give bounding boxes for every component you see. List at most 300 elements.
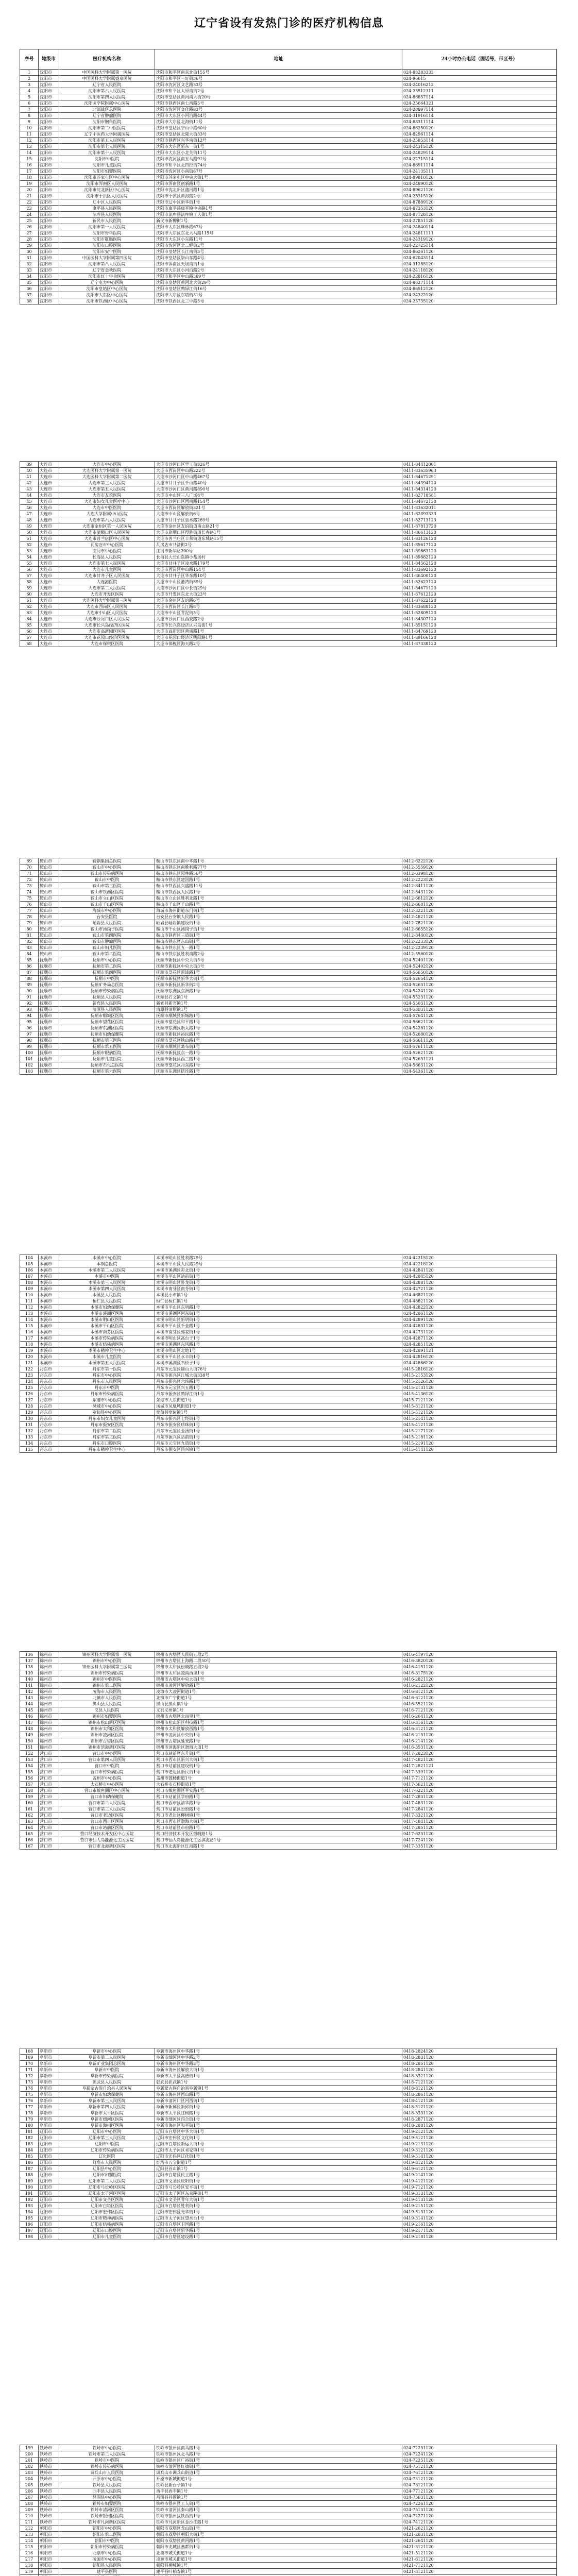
cell-tel: 0419-5141120 xyxy=(402,2154,557,2160)
cell-name: 辽阳市儿童医院 xyxy=(59,2234,155,2240)
cell-tel: 0418-2824120 xyxy=(402,2048,557,2055)
cell-tel: 024-86857114 xyxy=(402,94,557,100)
cell-city: 沈阳市 xyxy=(39,298,59,304)
cell-addr: 营口市站前区市府路1号 xyxy=(155,1825,402,1831)
cell-no: 98 xyxy=(20,1038,39,1044)
cell-city: 锦州市 xyxy=(39,1726,59,1732)
cell-addr: 沈阳市大东区小东路11号 xyxy=(155,236,402,243)
cell-city: 沈阳市 xyxy=(39,107,59,113)
cell-name: 铁岭市清河区医院 xyxy=(59,2507,155,2513)
cell-name: 营口市老边区医院 xyxy=(59,1812,155,1819)
cell-tel: 0418-8121120 xyxy=(402,2086,557,2092)
cell-tel: 024-42891121 xyxy=(402,1348,557,1354)
cell-no: 195 xyxy=(20,2215,39,2222)
cell-name: 营口市北海新区医院 xyxy=(59,1843,155,1850)
table-row xyxy=(20,622,557,629)
cell-addr: 大石桥市石桥街道1号 xyxy=(155,1782,402,1788)
table-row xyxy=(20,2513,557,2519)
cell-name: 鞍山市妇儿医院 xyxy=(59,945,155,951)
cell-no: 70 xyxy=(20,865,39,871)
cell-no: 45 xyxy=(20,499,39,505)
cell-city: 阜新市 xyxy=(39,2079,59,2086)
table-row xyxy=(20,193,557,199)
cell-no: 80 xyxy=(20,926,39,933)
cell-addr: 本溪县小市镇1号 xyxy=(155,1292,402,1298)
cell-city: 阜新市 xyxy=(39,2116,59,2123)
cell-city: 大连市 xyxy=(39,579,59,585)
table-row xyxy=(20,939,557,945)
cell-no: 95 xyxy=(20,1019,39,1025)
cell-name: 营口市仙人岛能源化工区医院 xyxy=(59,1837,155,1843)
cell-tel: 024-42881120 xyxy=(402,1280,557,1286)
cell-addr: 新宾县新宾镇1号 xyxy=(155,1001,402,1007)
cell-name: 北镇市人民医院 xyxy=(59,1695,155,1701)
cell-addr: 锦州市太和区松坡路五段2号 xyxy=(155,1664,402,1670)
cell-no: 197 xyxy=(20,2228,39,2234)
cell-city: 抚顺市 xyxy=(39,1056,59,1062)
table-row xyxy=(20,963,557,970)
table-row xyxy=(20,1062,557,1069)
cell-city: 大连市 xyxy=(39,474,59,480)
cell-city: 阜新市 xyxy=(39,2123,59,2129)
cell-no: 54 xyxy=(20,554,39,561)
cell-tel: 0421-7121120 xyxy=(402,2563,557,2569)
cell-addr: 沈阳市大东区新东一街1号 xyxy=(155,144,402,150)
cell-city: 营口市 xyxy=(39,1757,59,1763)
cell-city: 营口市 xyxy=(39,1831,59,1837)
cell-tel: 0412-6612120 xyxy=(402,895,557,902)
cell-addr: 本溪市明山区卧龙街1号 xyxy=(155,1280,402,1286)
cell-name: 本溪市传染病医院 xyxy=(59,1335,155,1342)
cell-name: 营口市西市区医院 xyxy=(59,1819,155,1825)
cell-addr: 大连市沙河口区学工街826号 xyxy=(155,462,402,468)
cell-name: 丹东市第三医院 xyxy=(59,1434,155,1440)
cell-addr: 凌海市大凌河街道1号 xyxy=(155,1689,402,1695)
cell-addr: 辽阳市宏伟区辽化街1号 xyxy=(155,2154,402,2160)
cell-name: 台安县医院 xyxy=(59,914,155,920)
cell-name: 营口市中心医院 xyxy=(59,1751,155,1757)
cell-name: 抚顺市望花区医院 xyxy=(59,1019,155,1025)
cell-no: 216 xyxy=(20,2550,39,2556)
cell-no: 134 xyxy=(20,1440,39,1447)
cell-addr: 抚顺市新抚区新华街2号 xyxy=(155,982,402,988)
cell-addr: 沈阳市皇姑区黄河北大街29号 xyxy=(155,280,402,286)
cell-addr: 凤城市凤凰城街道1号 xyxy=(155,1403,402,1410)
cell-addr: 大连市中山区港湾街89号 xyxy=(155,579,402,585)
table-row xyxy=(20,1391,557,1397)
cell-no: 76 xyxy=(20,902,39,908)
cell-no: 52 xyxy=(20,542,39,548)
cell-tel: 024-88311114 xyxy=(402,119,557,125)
cell-addr: 铁岭市银州区广裕街1号 xyxy=(155,2458,402,2464)
cell-name: 鞍山市立山区医院 xyxy=(59,895,155,902)
cell-name: 长海县人民医院 xyxy=(59,554,155,561)
cell-city: 沈阳市 xyxy=(39,100,59,107)
cell-addr: 丹东市元宝区金汤街1号 xyxy=(155,1428,402,1434)
cell-tel: 0416-6121120 xyxy=(402,1695,557,1701)
cell-city: 本溪市 xyxy=(39,1311,59,1317)
cell-city: 辽阳市 xyxy=(39,2172,59,2178)
cell-tel: 024-42831120 xyxy=(402,1323,557,1329)
cell-name: 阜新蒙古族自治县人民医院 xyxy=(59,2086,155,2092)
table-row xyxy=(20,1416,557,1422)
cell-name: 大连医科大学附属第三医院 xyxy=(59,598,155,604)
cell-city: 鞍山市 xyxy=(39,945,59,951)
table-row xyxy=(20,1812,557,1819)
table-row xyxy=(20,889,557,895)
cell-city: 大连市 xyxy=(39,511,59,517)
cell-city: 沈阳市 xyxy=(39,187,59,193)
cell-city: 沈阳市 xyxy=(39,261,59,267)
cell-addr: 沈阳市沈河区文艺路33号 xyxy=(155,82,402,88)
cell-name: 大连市金州区第一人民医院 xyxy=(59,523,155,530)
table-page xyxy=(20,1651,556,1850)
cell-city: 沈阳市 xyxy=(39,218,59,224)
cell-addr: 锦州市凌河区中央街1号 xyxy=(155,1732,402,1738)
cell-name: 鞍山市中心医院 xyxy=(59,865,155,871)
table-row xyxy=(20,480,557,486)
table-row xyxy=(20,505,557,511)
cell-city: 锦州市 xyxy=(39,1714,59,1720)
cell-name: 开原市中心医院 xyxy=(59,2476,155,2482)
cell-name: 本溪县人民医院 xyxy=(59,1292,155,1298)
cell-addr: 阜新市太平区高德街1号 xyxy=(155,2073,402,2079)
cell-name: 沈阳市第八人民医院 xyxy=(59,261,155,267)
cell-tel: 0419-4121120 xyxy=(402,2178,557,2184)
cell-addr: 朝阳市双塔区黄河路1号 xyxy=(155,2538,402,2544)
cell-name: 鞍钢集团总医院 xyxy=(59,858,155,865)
cell-name: 大连市保税区医院 xyxy=(59,641,155,647)
cell-name: 朝阳市中心医院 xyxy=(59,2526,155,2532)
cell-name: 丹东市口腔医院 xyxy=(59,1440,155,1447)
cell-name: 北票市中心医院 xyxy=(59,2550,155,2556)
cell-tel: 024-25735120 xyxy=(402,298,557,304)
table-row xyxy=(20,1843,557,1850)
table-row xyxy=(20,1360,557,1366)
cell-name: 本溪市第三人民医院 xyxy=(59,1280,155,1286)
cell-no: 85 xyxy=(20,957,39,963)
cell-name: 阜新市太平区医院 xyxy=(59,2110,155,2116)
cell-addr: 本溪市明山区新明街1号 xyxy=(155,1317,402,1323)
cell-addr: 大连市旅顺口区得胜街道长春路1号 xyxy=(155,530,402,536)
cell-tel: 024-75631120 xyxy=(402,2495,557,2501)
cell-addr: 大连市普兰店区丰荣街道东城路15号 xyxy=(155,536,402,542)
table-row xyxy=(20,517,557,523)
table-row xyxy=(20,561,557,567)
cell-tel: 0411-83635963 xyxy=(402,468,557,474)
table-row xyxy=(20,2055,557,2061)
cell-tel: 024-86250120 xyxy=(402,125,557,131)
cell-addr: 丹东市振安区珍珠街1号 xyxy=(155,1422,402,1428)
table-row xyxy=(20,113,557,119)
cell-name: 辽阳市妇婴医院 xyxy=(59,2172,155,2178)
cell-city: 铁岭市 xyxy=(39,2458,59,2464)
cell-no: 135 xyxy=(20,1447,39,1453)
table-row xyxy=(20,2482,557,2488)
cell-city: 铁岭市 xyxy=(39,2464,59,2470)
cell-no: 181 xyxy=(20,2129,39,2135)
cell-addr: 沈阳市辽中区新华街1号 xyxy=(155,199,402,206)
cell-no: 9 xyxy=(20,119,39,125)
table-row xyxy=(20,2451,557,2458)
cell-no: 198 xyxy=(20,2234,39,2240)
table-row xyxy=(20,286,557,292)
cell-tel: 0415-2171120 xyxy=(402,1428,557,1434)
table-row xyxy=(20,243,557,249)
cell-name: 鞍山市第三医院 xyxy=(59,883,155,889)
cell-addr: 本溪市平山区千金路1号 xyxy=(155,1323,402,1329)
cell-city: 沈阳市 xyxy=(39,156,59,162)
cell-no: 7 xyxy=(20,107,39,113)
cell-addr: 辽阳市宏伟区光华街1号 xyxy=(155,2209,402,2215)
cell-no: 67 xyxy=(20,635,39,641)
cell-name: 宽甸县中心医院 xyxy=(59,1410,155,1416)
cell-name: 锦州医科大学附属第一医院 xyxy=(59,1652,155,1658)
cell-addr: 建平县叶柏寿镇1号 xyxy=(155,2569,402,2575)
cell-tel: 0417-4841120 xyxy=(402,1819,557,1825)
cell-city: 朝阳市 xyxy=(39,2538,59,2544)
cell-city: 大连市 xyxy=(39,610,59,616)
cell-tel: 0412-6681120 xyxy=(402,902,557,908)
table-row xyxy=(20,2234,557,2240)
cell-tel: 024-42851120 xyxy=(402,1342,557,1348)
cell-tel: 0416-7121120 xyxy=(402,1707,557,1714)
cell-no: 47 xyxy=(20,511,39,517)
table-row xyxy=(20,902,557,908)
cell-city: 沈阳市 xyxy=(39,249,59,255)
cell-name: 本溪市儿童医院 xyxy=(59,1354,155,1360)
cell-tel: 0419-7121120 xyxy=(402,2184,557,2191)
cell-name: 本溪市妇幼保健院 xyxy=(59,1304,155,1311)
cell-city: 抚顺市 xyxy=(39,1031,59,1038)
cell-no: 119 xyxy=(20,1348,39,1354)
cell-no: 147 xyxy=(20,1720,39,1726)
cell-no: 2 xyxy=(20,76,39,82)
cell-no: 200 xyxy=(20,2451,39,2458)
cell-no: 108 xyxy=(20,1280,39,1286)
cell-no: 214 xyxy=(20,2538,39,2544)
cell-addr: 岫岩县岫岩镇建设街1号 xyxy=(155,920,402,926)
cell-addr: 沈阳市皇姑区宁山中路60号 xyxy=(155,125,402,131)
table-row xyxy=(20,88,557,94)
cell-addr: 辽阳市白塔区中华大街1号 xyxy=(155,2129,402,2135)
cell-city: 大连市 xyxy=(39,604,59,610)
cell-addr: 沈阳市大东区小河沿路2号 xyxy=(155,267,402,274)
cell-no: 129 xyxy=(20,1410,39,1416)
table-row xyxy=(20,1298,557,1304)
cell-name: 辽阳市精神病医院 xyxy=(59,2215,155,2222)
cell-no: 206 xyxy=(20,2488,39,2495)
table-row xyxy=(20,1831,557,1837)
cell-no: 68 xyxy=(20,641,39,647)
cell-city: 锦州市 xyxy=(39,1707,59,1714)
table-row xyxy=(20,976,557,982)
table-row xyxy=(20,1428,557,1434)
cell-tel: 024-24829114 xyxy=(402,150,557,156)
cell-tel: 024-52680120 xyxy=(402,1031,557,1038)
table-row xyxy=(20,933,557,939)
cell-city: 本溪市 xyxy=(39,1329,59,1335)
table-row xyxy=(20,236,557,243)
cell-name: 桓仁县人民医院 xyxy=(59,1298,155,1304)
cell-no: 20 xyxy=(20,187,39,193)
cell-tel: 0411-82623120 xyxy=(402,579,557,585)
cell-city: 大连市 xyxy=(39,598,59,604)
cell-tel: 0412-5560120 xyxy=(402,951,557,957)
cell-tel: 0417-2841120 xyxy=(402,1806,557,1812)
cell-tel: 024-87128120 xyxy=(402,212,557,218)
cell-addr: 锦州市凌河区解放路1号 xyxy=(155,1683,402,1689)
cell-name: 本溪市南芬区医院 xyxy=(59,1329,155,1335)
cell-city: 沈阳市 xyxy=(39,125,59,131)
cell-no: 179 xyxy=(20,2116,39,2123)
cell-no: 113 xyxy=(20,1311,39,1317)
cell-name: 铁岭市妇婴医院 xyxy=(59,2501,155,2507)
cell-tel: 024-55031120 xyxy=(402,1001,557,1007)
table-row xyxy=(20,2563,557,2569)
cell-name: 锦州市太和区医院 xyxy=(59,1726,155,1732)
cell-tel: 0411-87813720 xyxy=(402,523,557,530)
table-row xyxy=(20,1385,557,1391)
cell-no: 191 xyxy=(20,2191,39,2197)
cell-addr: 西丰县西丰镇1号 xyxy=(155,2488,402,2495)
cell-no: 92 xyxy=(20,1001,39,1007)
table-row xyxy=(20,2184,557,2191)
table-row xyxy=(20,1800,557,1806)
cell-tel: 0419-2161120 xyxy=(402,2222,557,2228)
cell-name: 大连大学附属中山医院 xyxy=(59,511,155,517)
hospital-table xyxy=(20,1651,557,1850)
cell-name: 沈阳市第十人民医院 xyxy=(59,150,155,156)
cell-tel: 0416-3531120 xyxy=(402,1744,557,1751)
table-row xyxy=(20,168,557,175)
cell-addr: 抚顺市东洲区新太路1号 xyxy=(155,1025,402,1031)
cell-city: 铁岭市 xyxy=(39,2501,59,2507)
table-page xyxy=(20,49,556,304)
cell-name: 大连市开发区医院 xyxy=(59,591,155,598)
cell-tel: 024-56611120 xyxy=(402,1038,557,1044)
cell-addr: 大连市西岗区中山路222号 xyxy=(155,468,402,474)
table-row xyxy=(20,2172,557,2178)
cell-no: 162 xyxy=(20,1812,39,1819)
cell-name: 大连市第二人民医院 xyxy=(59,585,155,591)
cell-addr: 沈阳市和平区南京北街155号 xyxy=(155,70,402,76)
cell-tel: 0418-3331120 xyxy=(402,2110,557,2116)
cell-name: 灯塔市人民医院 xyxy=(59,2160,155,2166)
cell-tel: 0419-2181120 xyxy=(402,2234,557,2240)
cell-addr: 抚顺市望花区丹东路1号 xyxy=(155,1062,402,1069)
table-row xyxy=(20,156,557,162)
cell-city: 朝阳市 xyxy=(39,2526,59,2532)
cell-tel: 0416-2141120 xyxy=(402,1738,557,1744)
cell-no: 44 xyxy=(20,493,39,499)
cell-city: 锦州市 xyxy=(39,1664,59,1670)
cell-tel: 0421-6121120 xyxy=(402,2556,557,2563)
cell-name: 沈阳市浑南区人民医院 xyxy=(59,181,155,187)
cell-addr: 大连市金州区友谊路6号 xyxy=(155,598,402,604)
cell-name: 抚顺市第六医院 xyxy=(59,1069,155,1075)
cell-no: 166 xyxy=(20,1837,39,1843)
cell-tel: 024-57641120 xyxy=(402,1013,557,1019)
table-row xyxy=(20,951,557,957)
cell-name: 沈阳市儿童医院 xyxy=(59,162,155,168)
cell-city: 鞍山市 xyxy=(39,858,59,865)
table-row xyxy=(20,2203,557,2209)
cell-tel: 024-27851120 xyxy=(402,218,557,224)
cell-name: 黑山县人民医院 xyxy=(59,1701,155,1707)
cell-city: 大连市 xyxy=(39,462,59,468)
cell-addr: 丹东市元宝区九道街1号 xyxy=(155,1440,402,1447)
cell-no: 205 xyxy=(20,2482,39,2488)
table-row xyxy=(20,474,557,480)
cell-tel: 0411-62893333 xyxy=(402,511,557,517)
cell-addr: 大连市中山区青泥街5号 xyxy=(155,610,402,616)
cell-tel: 024-24118120 xyxy=(402,267,557,274)
cell-name: 锦州市中心医院 xyxy=(59,1658,155,1664)
cell-name: 朝阳市传染病医院 xyxy=(59,2544,155,2550)
table-row xyxy=(20,2079,557,2086)
cell-tel: 024-72241120 xyxy=(402,2451,557,2458)
table-row xyxy=(20,2166,557,2172)
cell-city: 朝阳市 xyxy=(39,2550,59,2556)
cell-addr: 鞍山市铁东区五一路1号 xyxy=(155,945,402,951)
cell-tel: 0411-89882120 xyxy=(402,554,557,561)
cell-tel: 0411-85151120 xyxy=(402,622,557,629)
table-row xyxy=(20,212,557,218)
cell-addr: 大连市沙河口区西安路2号 xyxy=(155,616,402,622)
cell-city: 铁岭市 xyxy=(39,2470,59,2476)
cell-city: 锦州市 xyxy=(39,1683,59,1689)
cell-name: 调兵山市人民医院 xyxy=(59,2470,155,2476)
cell-no: 22 xyxy=(20,199,39,206)
table-row xyxy=(20,1354,557,1360)
cell-city: 朝阳市 xyxy=(39,2563,59,2569)
cell-no: 46 xyxy=(20,505,39,511)
cell-tel: 024-24840114 xyxy=(402,224,557,230)
cell-city: 锦州市 xyxy=(39,1676,59,1683)
table-row xyxy=(20,1323,557,1329)
cell-name: 营口市中医院 xyxy=(59,1763,155,1769)
cell-tel: 0415-2126120 xyxy=(402,1379,557,1385)
cell-tel: 0412-2223120 xyxy=(402,877,557,883)
cell-no: 6 xyxy=(20,100,39,107)
cell-no: 131 xyxy=(20,1422,39,1428)
cell-city: 本溪市 xyxy=(39,1317,59,1323)
cell-city: 锦州市 xyxy=(39,1744,59,1751)
table-row xyxy=(20,2197,557,2203)
cell-addr: 朝阳市双塔区龙山街1号 xyxy=(155,2526,402,2532)
cell-city: 抚顺市 xyxy=(39,976,59,982)
cell-tel: 024-86512120 xyxy=(402,286,557,292)
cell-addr: 鞍山市铁东区园林路56号 xyxy=(155,871,402,877)
table-row xyxy=(20,523,557,530)
cell-tel: 0415-4136120 xyxy=(402,1391,557,1397)
cell-tel: 024-75121120 xyxy=(402,2464,557,2470)
table-row xyxy=(20,1379,557,1385)
cell-name: 沈阳市第一人民医院 xyxy=(59,224,155,230)
cell-city: 鞍山市 xyxy=(39,933,59,939)
table-row xyxy=(20,261,557,267)
cell-city: 沈阳市 xyxy=(39,267,59,274)
cell-addr: 丹东市振安区鸭绿江街1号 xyxy=(155,1391,402,1397)
cell-tel: 0417-3391120 xyxy=(402,1769,557,1775)
cell-tel: 024-25853114 xyxy=(402,138,557,144)
table-row xyxy=(20,2061,557,2067)
table-row xyxy=(20,1267,557,1274)
cell-city: 阜新市 xyxy=(39,2073,59,2079)
cell-no: 185 xyxy=(20,2154,39,2160)
cell-city: 沈阳市 xyxy=(39,243,59,249)
